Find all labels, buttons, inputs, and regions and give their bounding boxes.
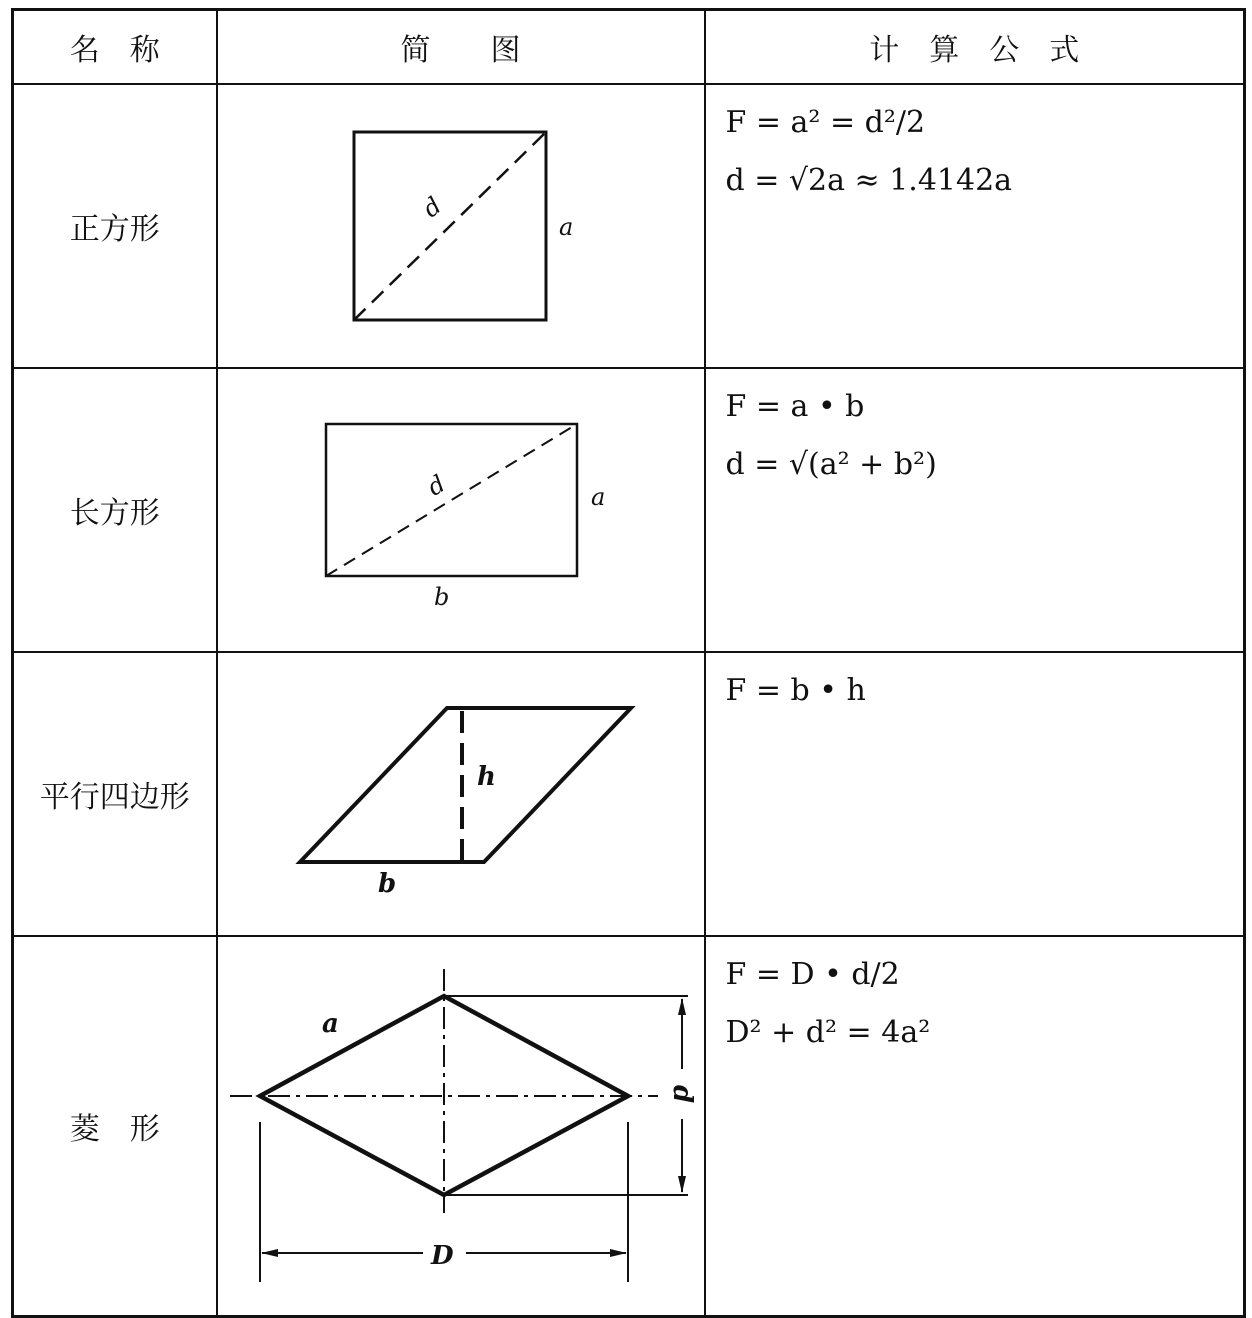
figure-square <box>217 84 705 368</box>
formula-line: F = a² = d²/2 <box>725 104 926 140</box>
rhombus-small-diag-label: d <box>666 1084 697 1103</box>
rhombus-side-label: a <box>321 1008 339 1039</box>
formula-line: d = √(a² + b²) <box>725 446 937 482</box>
rhombus-d-arrow-top <box>678 998 686 1015</box>
formula-cell-rhombus <box>705 936 1245 1317</box>
rhombus-D-arrow-left <box>261 1249 278 1257</box>
formula-cell-rectangle <box>705 368 1245 652</box>
formula-cell-parallelogram <box>705 652 1245 936</box>
formula-cell-square <box>705 84 1245 368</box>
square-diagram <box>218 85 706 367</box>
square-side-label: a <box>558 212 573 241</box>
header-name: 名 称 <box>13 10 217 84</box>
rhombus-large-diag-label: D <box>430 1240 454 1271</box>
table-row <box>13 652 1245 936</box>
shape-name-rhombus: 菱 形 <box>13 936 217 1317</box>
shape-name-parallelogram: 平行四边形 <box>13 652 217 936</box>
formula-line: F = D • d/2 <box>725 956 900 992</box>
header-formula: 计 算 公 式 <box>705 10 1245 84</box>
rhombus-D-arrow-right <box>610 1249 627 1257</box>
rectangle-side-b-label: b <box>433 582 449 611</box>
table-header-row <box>13 10 1245 84</box>
parallelogram-base-label: b <box>377 868 396 899</box>
shape-name-square: 正方形 <box>13 84 217 368</box>
rectangle-diagram <box>218 369 706 651</box>
table-row <box>13 936 1245 1317</box>
figure-rhombus <box>217 936 705 1317</box>
square-diagonal-label: d <box>416 191 447 223</box>
table-row <box>13 368 1245 652</box>
rectangle-diagonal <box>326 424 577 576</box>
formula-line: F = b • h <box>725 672 866 708</box>
figure-parallelogram <box>217 652 705 936</box>
formula-line: F = a • b <box>725 388 865 424</box>
table-row <box>13 84 1245 368</box>
parallelogram-height-label: h <box>476 761 496 792</box>
area-formula-table <box>11 8 1246 1318</box>
header-figure: 简 图 <box>217 10 705 84</box>
formula-line: d = √2a ≈ 1.4142a <box>725 162 1013 198</box>
rectangle-diagonal-label: d <box>422 469 450 502</box>
parallelogram-outline <box>300 708 631 862</box>
parallelogram-diagram <box>218 653 706 935</box>
formula-line: D² + d² = 4a² <box>725 1014 931 1050</box>
shape-name-rectangle: 长方形 <box>13 368 217 652</box>
rhombus-diagram <box>218 937 706 1315</box>
rhombus-d-arrow-bottom <box>678 1176 686 1193</box>
rectangle-side-a-label: a <box>590 482 605 511</box>
figure-rectangle <box>217 368 705 652</box>
square-diagonal <box>354 132 546 320</box>
